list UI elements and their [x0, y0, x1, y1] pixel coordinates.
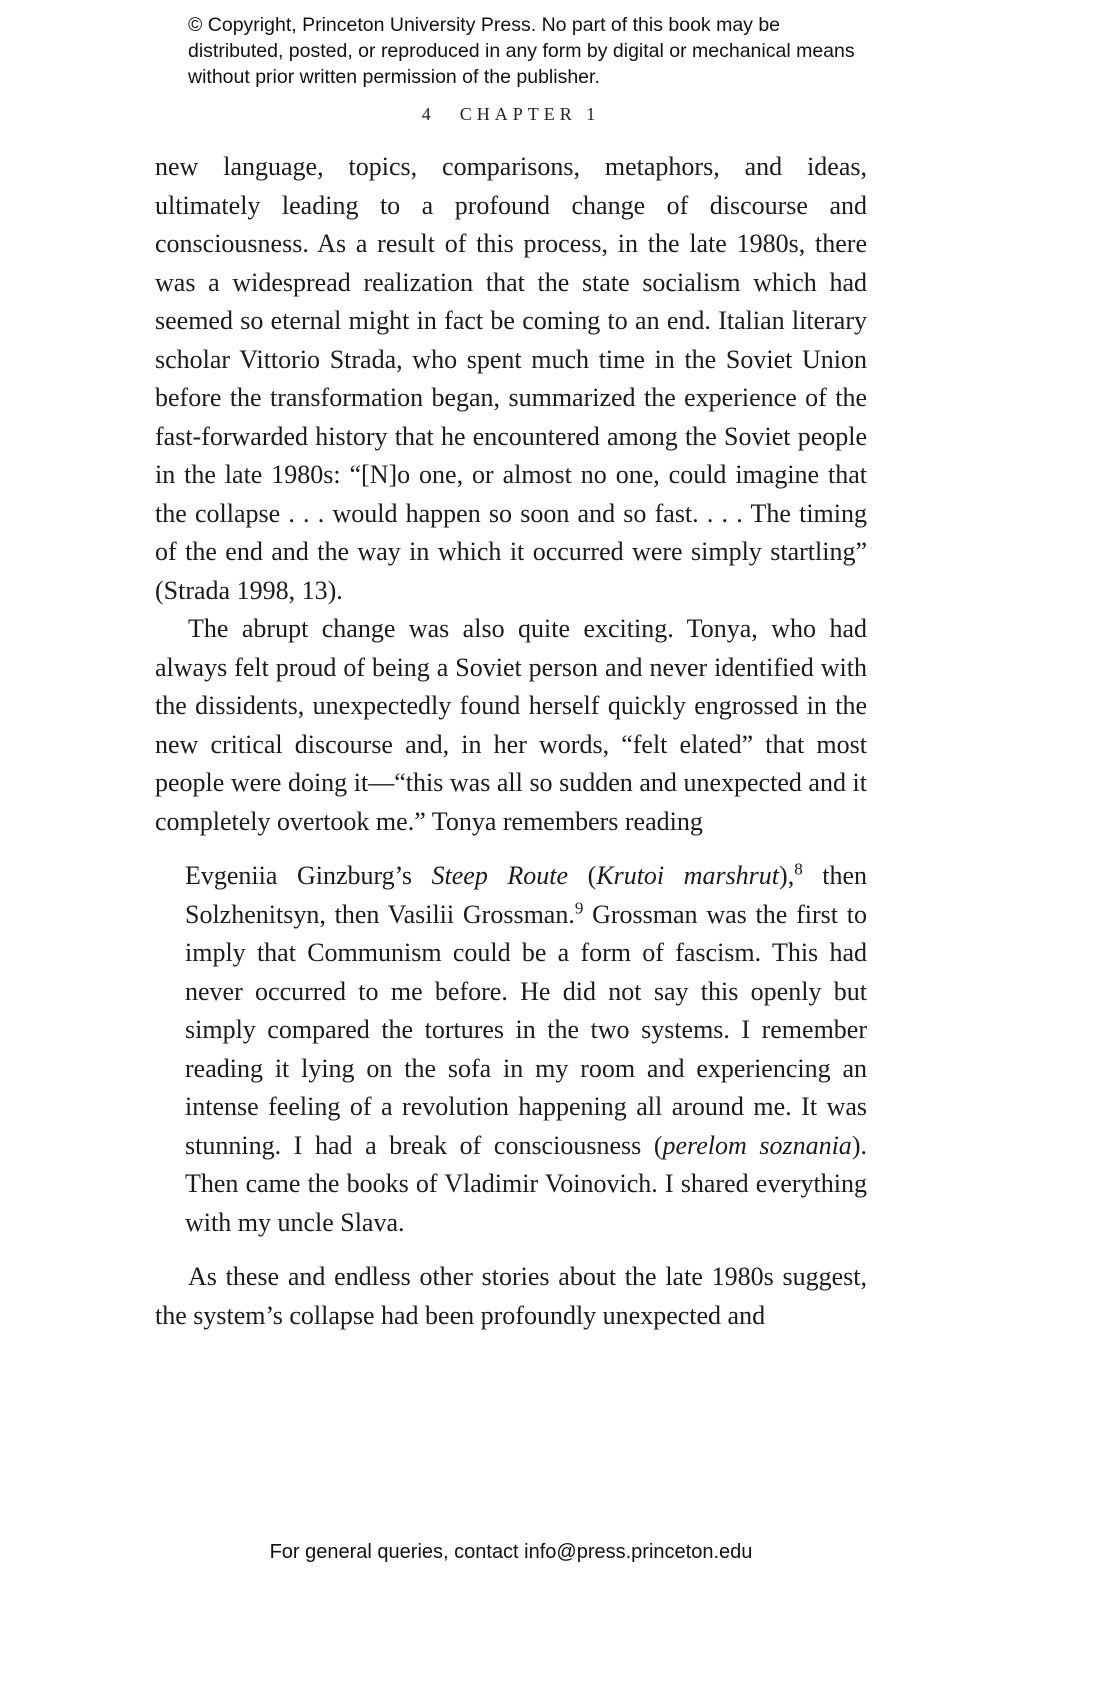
- paragraph-3: As these and endless other stories about the late 1980s suggest, the system’s collapse had been profoundly unexpected and: [155, 1262, 867, 1330]
- paragraph-2: The abrupt change was also quite exciting. Tonya, who had always felt proud of being a Soviet person and never identified with the dissidents, unexpectedly found herself quickly engrossed in the new critical discourse and, in her words, “felt elated” that most people were doing it—“this was all so sudden and unexpected and it completely overtook me.” Tonya remembers reading: [155, 614, 867, 836]
- footer-contact: For general queries, contact info@press.princeton.edu: [269, 1541, 753, 1563]
- block-quote: Evgeniia Ginzburg’s Steep Route (Krutoi marshrut),$^8$ then Solzhenitsyn, then Vasilii Grossman.$^9$ Grossman was the first to imply that Communism could be a form of fascism. This had never occurred to me before. He did not say this openly but simply compared the tortures in the two systems. I remember reading it lying on the sofa in my room and experiencing an intense feeling of a revolution happening all around me. It was stunning. I had a break of consciousness (perelom soznania). Then came the books of Vladimir Voinovich. I shared everything with my uncle Slava.: [185, 859, 867, 1237]
- running-head: [155, 104, 867, 125]
- copyright-notice: © Copyright, Princeton University Press. No part of this book may be distributed, posted, or reproduced in any form by digital or mechanical means without prior written permission of the publisher.: [188, 14, 855, 88]
- body-text: [155, 148, 867, 1335]
- chapter-label: CHAPTER 1: [459, 104, 601, 124]
- paragraph-1: new language, topics, comparisons, metaphors, and ideas, ultimately leading to a profound change of discourse and consciousness. As a result of this process, in the late 1980s, there was a widespread realization that the state socialism which had seemed so eternal might in fact be coming to an end. Italian literary scholar Vittorio Strada, who spent much time in the Soviet Union before the transformation began, summarized the experience of the fast-forwarded history that he encountered among the Soviet people in the late 1980s: “[N]o one, or almost no one, could imagine that the collapse . . . would happen so soon and so fast. . . . The timing of the end and the way in which it occurred were simply startling” (Strada 1998, 13).: [155, 152, 867, 605]
- page-number: 4: [421, 104, 432, 124]
